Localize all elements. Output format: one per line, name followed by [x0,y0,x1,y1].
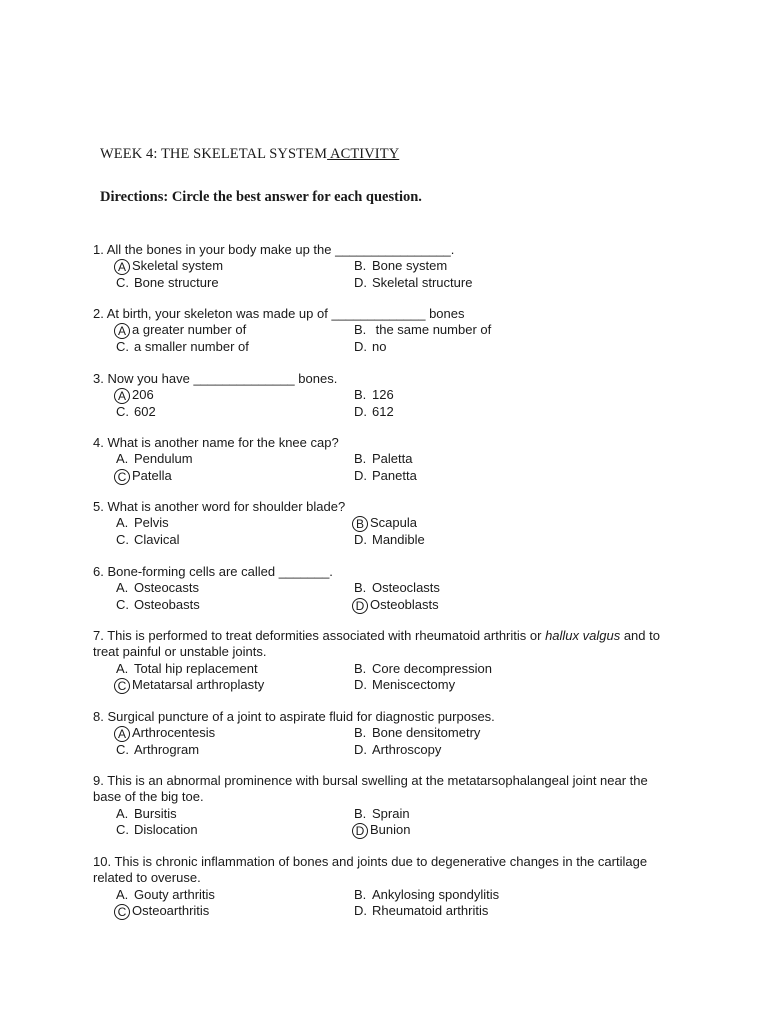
answer-option-c[interactable] [116,822,198,838]
option-text: the same number of [372,322,492,338]
answer-option-c[interactable] [116,339,249,355]
option-letter: D. [354,338,367,354]
option-letter: C. [116,531,129,547]
answer-option-b[interactable] [354,580,440,596]
answer-option-b[interactable] [354,725,480,741]
answer-option-a[interactable] [116,661,258,677]
option-text: Osteocasts [134,580,200,596]
option-letter: B. [354,805,367,821]
option-text: Osteoblasts [370,596,439,612]
option-text: Ankylosing spondylitis [372,886,500,902]
title-activity: ACTIVITY [327,146,400,162]
option-row [93,742,673,758]
circled-answer-letter: C [114,678,130,694]
question-text-italic: hallux valgus [545,628,621,643]
answer-option-b[interactable] [354,661,492,677]
option-text: Bone densitometry [372,725,481,741]
question-text [93,628,673,661]
option-text: Rheumatoid arthritis [372,902,489,918]
question-text: 10. This is chronic inflammation of bones and joints due to degenerative changes in the cartilage related to overuse. [93,854,651,886]
option-text: Total hip replacement [134,660,258,676]
option-row [93,661,673,677]
circled-answer-letter: D [352,598,368,614]
question-10 [93,854,673,919]
option-letter: B. [354,451,367,467]
option-text: Arthrogram [134,741,200,757]
answer-option-c[interactable] [116,275,219,291]
option-text: Metatarsal arthroplasty [132,676,265,692]
answer-option-a[interactable] [116,887,215,903]
answer-option-a[interactable] [116,387,154,404]
answer-option-d[interactable] [354,404,394,420]
option-text: Arthroscopy [372,741,442,757]
title-text: WEEK 4: THE SKELETAL SYSTEM [100,146,328,162]
circled-answer-letter: C [114,904,130,920]
option-letter: A. [116,805,129,821]
answer-option-d[interactable] [354,339,386,355]
option-letter: D. [354,741,367,757]
option-letter: D. [354,467,367,483]
option-letter: B. [354,580,367,596]
answer-option-a[interactable] [116,515,169,531]
option-row [93,339,673,355]
option-text: Core decompression [372,660,492,676]
option-letter: D. [354,902,367,918]
circled-answer-letter: D [352,823,368,839]
question-text: 3. Now you have ______________ bones. [93,371,338,386]
answer-option-d[interactable] [354,597,439,614]
option-letter: A. [116,451,129,467]
option-letter: C. [116,338,129,354]
option-letter: B. [354,660,367,676]
question-text: 8. Surgical puncture of a joint to aspirate fluid for diagnostic purposes. [93,709,495,724]
option-row [93,451,673,467]
option-row [93,725,673,741]
question-9 [93,773,673,838]
option-letter: B. [354,258,367,274]
answer-option-b[interactable] [354,258,447,274]
question-1 [93,242,673,291]
circled-answer-letter: A [114,323,130,339]
answer-option-d[interactable] [354,532,425,548]
directions: Directions: Circle the best answer for each question. [100,189,422,205]
answer-option-d[interactable] [354,275,472,291]
option-letter: A. [116,515,129,531]
answer-option-a[interactable] [116,451,193,467]
option-letter: C. [116,741,129,757]
option-text: a smaller number of [134,338,249,354]
option-row [93,532,673,548]
circled-answer-letter: C [114,469,130,485]
answer-option-a[interactable] [116,322,246,339]
option-letter: D. [354,274,367,290]
answer-option-d[interactable] [354,742,441,758]
answer-option-b[interactable] [354,322,491,338]
answer-option-b[interactable] [354,387,394,403]
option-text: 126 [372,387,394,403]
answer-option-a[interactable] [116,725,215,742]
question-3 [93,371,673,420]
option-letter: B. [354,886,367,902]
answer-option-a[interactable] [116,580,199,596]
option-letter: C. [116,596,129,612]
option-text: no [372,338,387,354]
answer-option-b[interactable] [354,515,417,532]
option-text: Osteoclasts [372,580,440,596]
option-text: Panetta [372,467,417,483]
answer-option-c[interactable] [116,742,199,758]
option-row [93,322,673,338]
option-row [93,822,673,838]
option-row [93,468,673,484]
option-letter: D. [354,676,367,692]
option-text: 602 [134,403,156,419]
option-text: Mandible [372,531,425,547]
option-text: Dislocation [134,821,198,837]
option-text: Skeletal system [132,258,224,274]
option-text: Bunion [370,821,411,837]
answer-option-c[interactable] [116,532,180,548]
question-6 [93,564,673,613]
option-letter: D. [354,531,367,547]
answer-option-b[interactable] [354,887,499,903]
option-text: Sprain [372,805,410,821]
option-text: Scapula [370,515,417,531]
option-row [93,677,673,693]
question-text: 5. What is another word for shoulder blade? [93,499,346,514]
answer-option-b[interactable] [354,451,412,467]
option-letter: A. [116,580,129,596]
option-row [93,387,673,403]
option-row [93,887,673,903]
answer-option-d[interactable] [354,903,488,919]
option-text: Osteoarthritis [132,902,210,918]
option-text: Bone system [372,258,448,274]
answer-option-d[interactable] [354,468,417,484]
answer-option-d[interactable] [354,822,410,839]
question-text-part: 7. This is performed to treat deformities associated with rheumatoid arthritis or [93,628,546,643]
option-text: Meniscectomy [372,676,456,692]
option-letter: C. [116,274,129,290]
option-row [93,515,673,531]
option-row [93,903,673,919]
option-text: Clavical [134,531,180,547]
option-letter: B. [354,725,367,741]
question-text-part: and to treat painful or unstable joints. [93,628,664,660]
option-text: 206 [132,387,154,403]
option-text: Pendulum [134,451,193,467]
question-text: 1. All the bones in your body make up the ________________. [93,242,455,257]
answer-option-c[interactable] [116,903,209,920]
question-4 [93,435,673,484]
option-letter: D. [354,403,367,419]
option-text: 612 [372,403,394,419]
circled-answer-letter: A [114,388,130,404]
option-row [93,258,673,274]
option-text: Patella [132,467,172,483]
answer-option-d[interactable] [354,677,455,693]
option-letter: B. [354,322,367,338]
option-text: Arthrocentesis [132,725,216,741]
circled-answer-letter: B [352,516,368,532]
answer-option-c[interactable] [116,677,264,694]
question-7 [93,628,673,693]
option-row [93,806,673,822]
answer-option-c[interactable] [116,468,172,485]
circled-answer-letter: A [114,259,130,275]
option-letter: C. [116,821,129,837]
option-letter: B. [354,387,367,403]
answer-option-a[interactable] [116,806,177,822]
answer-option-a[interactable] [116,258,223,275]
option-text: Paletta [372,451,413,467]
question-text: 4. What is another name for the knee cap? [93,435,339,450]
circled-answer-letter: A [114,726,130,742]
option-letter: C. [116,403,129,419]
option-row [93,404,673,420]
question-text: 6. Bone-forming cells are called _______. [93,564,333,579]
option-text: Bone structure [134,274,219,290]
option-text: Skeletal structure [372,274,473,290]
option-row [93,597,673,613]
page-title [100,146,399,163]
answer-option-c[interactable] [116,597,200,613]
option-row [93,580,673,596]
option-text: Pelvis [134,515,169,531]
option-text: Gouty arthritis [134,886,215,902]
question-2 [93,306,673,355]
option-letter: A. [116,660,129,676]
option-row [93,275,673,291]
option-text: Bursitis [134,805,177,821]
question-5 [93,499,673,548]
option-letter: A. [116,886,129,902]
question-8 [93,709,673,758]
question-text: 2. At birth, your skeleton was made up of _____________ bones [93,306,465,321]
answer-option-c[interactable] [116,404,156,420]
question-text: 9. This is an abnormal prominence with bursal swelling at the metatarsophalangeal joint near the base of the big toe. [93,773,652,805]
option-text: Osteobasts [134,596,200,612]
answer-option-b[interactable] [354,806,410,822]
option-text: a greater number of [132,322,247,338]
